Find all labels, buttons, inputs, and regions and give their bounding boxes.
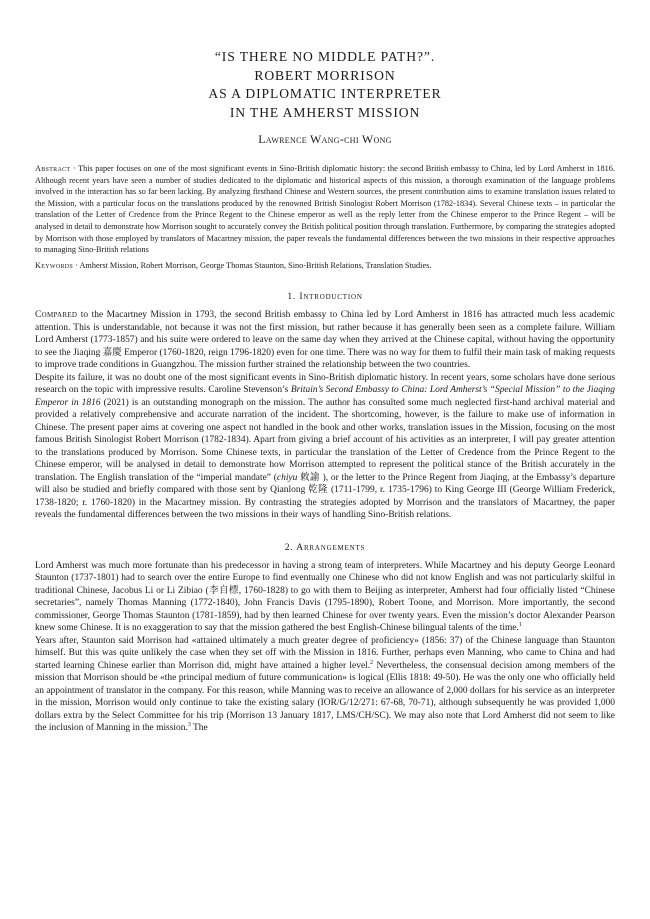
author-name: Lawrence Wang-chi Wong	[258, 132, 392, 146]
book-title: Britain’s Second Embassy to China: Lord Amherst’s “Special Mission” to the Jiaqing Emperor in 1816	[35, 385, 615, 408]
paragraph-text: The	[190, 723, 208, 734]
paper-title	[35, 48, 615, 122]
title-line: ROBERT MORRISON	[254, 67, 396, 83]
paragraph-text: 敕諭 ), or the letter to the Prince Regent from Jiaqing, at the Embassy’s departure will also be studied and briefly compared with those sent by Qianlong 乾隆 (1711-1799, r. 1735-1796) to King George III (George William Frederick, 1738-1820; r. 1760-1820) in the Macartney mission. By contrasting the strategies adopted by Morrison and the translators of Macartney, the paper reveals the fundamental differences between the two missions in their ways of handling Sino-British relations.	[35, 472, 615, 521]
introduction-paragraph-2	[35, 372, 615, 522]
footnote-marker[interactable]: 2	[370, 659, 374, 666]
paragraph-text: Lord Amherst was much more fortunate than his predecessor in having a strong team of interpreters. While Macartney and his deputy George Leonard Staunton (1737-1801) had to search over the entire Europe to find eventually one Chinese who did not know English and was not particularly skilful in traditional Chinese, Jacobus Li or Li Zibiao (李自標, 1760-1828) to go with them to Beijing as interpreter, Amherst had four officially listed “Chinese secretaries”, namely Thomas Manning (1772-1840), John Francis Davis (1795-1890), Robert Toone, and Morrison. More importantly, the second commissioner, George Thomas Staunton (1781-1859), had by then learned Chinese for over twenty years. Even the mission’s doctor Alexander Pearson knew some Chinese. It is no exaggeration to say that the mission gathered the best English-Chinese bilingual talents of the time.	[35, 560, 615, 634]
drop-lead-word: Compared	[35, 310, 78, 321]
keywords-label: Keywords	[35, 260, 74, 270]
keywords-separator: ·	[73, 260, 80, 270]
keywords	[35, 260, 615, 272]
paragraph-text: Nevertheless, the consensual decision among members of the mission that Morrison should be «the principal medium of future communication» is logical (Ellis 1818: 49-50). He was the only one who officially held an appointment of translator in the company. For this reason, while Manning was to receive an allowance of 2,000 dollars for his service as an interpreter in the mission, Morrison would only continue to take the existing salary (IOR/G/12/271: 67-68, 70-71), although subsequently he was provided 1,000 dollars extra by the Select Committee for his trip (Morrison 13 January 1817, LMS/CH/SC). We may also note that Lord Amherst did not seem to like the inclusion of Manning in the mission.	[35, 660, 615, 734]
abstract-separator: ·	[70, 164, 79, 173]
arrangements-paragraph-2	[35, 635, 615, 735]
paragraph-text: Despite its failure, it was no doubt one of the most significant events in Sino-British diplomatic history. In recent years, some scholars have done serious research on the topic with impressive results. Caroline Stevenson’s	[35, 372, 615, 396]
paragraph-text: Years after, Staunton said Morrison had «attained ultimately a much greater degree of proficiency» (1856: 37) of the Chinese language than Staunton himself. But this was quite unlikely the case when they set off with the Mission in 1816. Further, perhaps even Manning, who came to China and had started learning Chinese earlier than Morrison did, might have attained a higher level.	[35, 635, 615, 671]
section-heading-introduction: 1. Introduction	[287, 291, 363, 303]
paragraph-text: to the Macartney Mission in 1793, the second British embassy to China led by Lord Amherst in 1816 has attracted much less academic attention. This is understandable, not because it was not the first mission, but rather because it has generally been seen as a complete failure. William Lord Amherst (1773-1857) and his suite were ordered to leave on the same day when they arrived at the Chinese capital, without having the opportunity to see the Jiaqing 嘉慶 Emperor (1760-1820, reign 1796-1820) even for one time. There was no way for them to fulfil their main task of making requests to improve trade conditions in Guangzhou. The mission further strained the relationship between the two countries.	[35, 310, 615, 371]
title-line: AS A DIPLOMATIC INTERPRETER	[208, 86, 442, 101]
paragraph-text: (2021) is an outstanding monograph on the mission. The author has consulted some much neglected first-hand archival material and provided a relatively comprehensive and accurate narration of the incident. The shortcoming, however, is the failure to make use of information in Chinese. The present paper aims at covering one aspect not handled in the book and other works, translation issues in the Mission, focusing on the most famous British Sinologist Robert Morrison (1782-1834). Apart from giving a brief account of his activities as an interpreter, I will pay greater attention to the translations produced by Morrison. Some Chinese texts, in particular the translation of the Letter of Credence from the Prince Regent to the Chinese emperor, will be analysed in detail to demonstrate how Morrison attempted to represent the political stance of the British accurately in the translation. The English translation of the “imperial mandate” (	[35, 397, 615, 483]
abstract-text: This paper focuses on one of the most significant events in Sino-British diplomatic history: the second British embassy to China, led by Lord Amherst in 1816. Although recent years have seen a number of studies dedicated to the diplomatic and historical aspects of this mission, a thorough examination of the language problems involved in the interaction has so far been lacking. By analyzing firsthand Chinese and Western sources, the present contribution aims to examine translation issues related to the Mission, with a particular focus on the translations produced by the renowned British Sinologist Robert Morrison (1782-1834). Several Chinese texts – in particular the translation of the Letter of Credence from the Prince Regent to the Chinese emperor as well as the reply letter from the Chinese emperor to the Prince Regent – will be analysed in detail to demonstrate how Morrison sought to accurately convey the British political position through translation. Furthermore, by comparing the strategies adopted by Morrison with those employed by translators of Macartney mission, the paper reveals the fundamental differences between the two missions in their respective approaches to managing Sino-British relations	[35, 164, 615, 255]
abstract	[35, 163, 615, 256]
arrangements-paragraph-1	[35, 560, 615, 635]
section-heading-arrangements: 2. Arrangements	[284, 541, 366, 553]
title-line: IN THE AMHERST MISSION	[229, 104, 421, 120]
chinese-term: chiyu	[276, 472, 298, 483]
title-line: “IS THERE NO MIDDLE PATH?”.	[214, 49, 436, 64]
introduction-paragraph-1	[35, 309, 615, 372]
keywords-text: Amherst Mission, Robert Morrison, George Thomas Staunton, Sino-British Relations, Translation Studies.	[79, 260, 432, 270]
abstract-label: Abstract	[35, 164, 71, 173]
footnote-marker[interactable]: 1	[518, 622, 522, 629]
paper-page	[35, 48, 615, 735]
footnote-marker[interactable]: 3	[187, 722, 191, 729]
